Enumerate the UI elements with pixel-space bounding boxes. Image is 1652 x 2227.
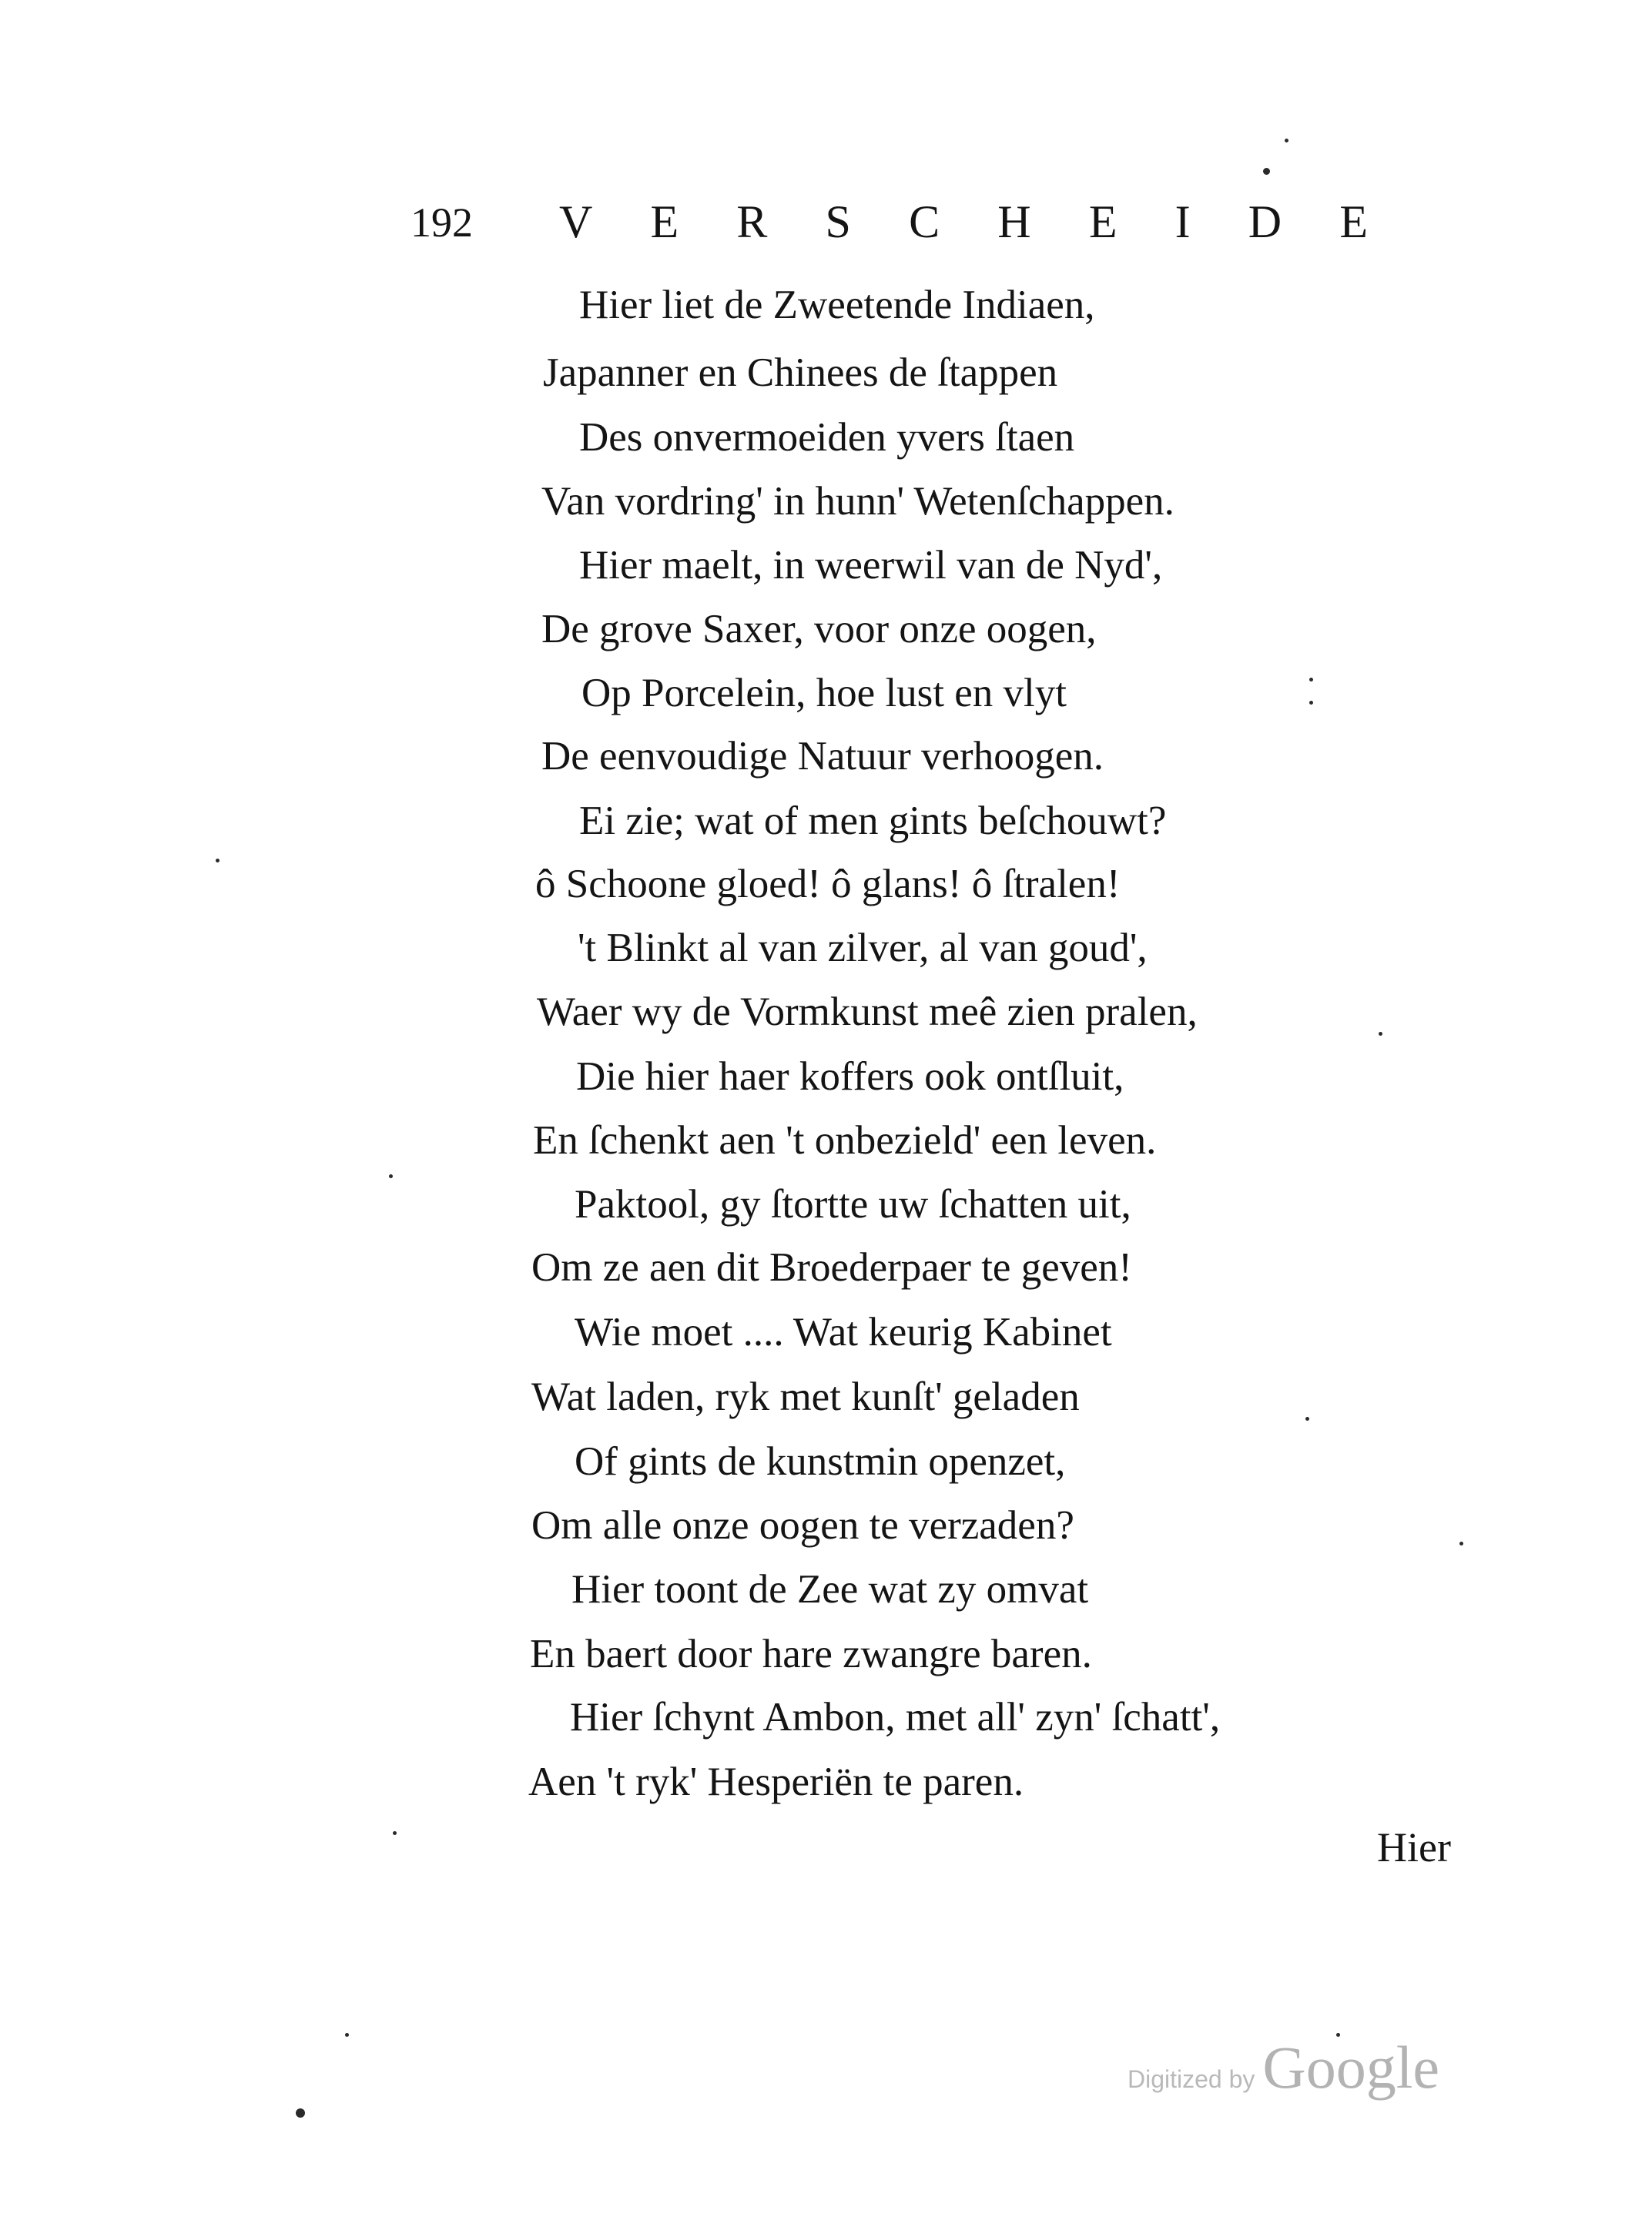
poem-line: Waer wy de Vormkunst meê zien pralen, (537, 990, 1198, 1034)
poem-line: De grove Saxer, voor onze oogen, (541, 607, 1097, 651)
scan-speck (296, 2108, 305, 2118)
poem-line: Of gints de kunstmin openzet, (575, 1439, 1066, 1484)
poem-line: Van vordring' in hunn' Wetenſchappen. (541, 479, 1174, 524)
scan-speck (1459, 1542, 1463, 1546)
running-head-letter: C (909, 196, 940, 247)
poem-line: En baert door hare zwangre baren. (530, 1632, 1092, 1676)
running-head-letter: S (825, 196, 851, 247)
watermark-prefix: Digitized by (1128, 2065, 1255, 2093)
poem-line: Ei zie; wat of men gints beſchouwt? (579, 799, 1167, 843)
running-head-letter: R (736, 196, 768, 247)
poem-line: Hier toont de Zee wat zy omvat (571, 1567, 1089, 1612)
poem-line: En ſchenkt aen 't onbezield' een leven. (533, 1118, 1157, 1163)
scan-speck (1309, 701, 1313, 705)
poem-line: ô Schoone gloed! ô glans! ô ſtralen! (535, 862, 1121, 906)
running-head-letter: D (1248, 196, 1282, 247)
google-logo: Google (1262, 2034, 1440, 2101)
scan-speck (1305, 1417, 1309, 1421)
scan-speck (393, 1831, 397, 1835)
running-head (559, 196, 1368, 247)
running-head-letter: I (1174, 196, 1191, 247)
poem-line: Hier ſchynt Ambon, met all' zyn' ſchatt', (570, 1695, 1221, 1740)
poem-line: Japanner en Chinees de ſtappen (543, 350, 1058, 395)
scan-speck (1285, 139, 1288, 142)
scan-speck (1379, 1032, 1382, 1036)
scan-speck (1263, 168, 1270, 175)
poem-line: Wat laden, ryk met kunſt' geladen (531, 1375, 1080, 1419)
running-head-letter: H (997, 196, 1031, 247)
running-head-letter: E (1339, 196, 1368, 247)
poem-line: 't Blinkt al van zilver, al van goud', (578, 926, 1148, 970)
poem-line: Hier liet de Zweetende Indiaen, (579, 283, 1095, 327)
scan-speck (345, 2033, 349, 2037)
scan-speck (216, 859, 219, 862)
poem-line: Paktool, gy ſtortte uw ſchatten uit, (575, 1182, 1131, 1227)
poem-line: Op Porcelein, hoe lust en vlyt (581, 671, 1067, 715)
poem-line: Hier maelt, in weerwil van de Nyd', (579, 543, 1163, 588)
poem-line: Om alle onze oogen te verzaden? (531, 1503, 1074, 1548)
running-head-letter: E (650, 196, 679, 247)
poem-line: Aen 't ryk' Hesperiën te paren. (528, 1760, 1024, 1804)
scan-speck (1309, 678, 1313, 681)
poem-line: Om ze aen dit Broederpaer te geven! (531, 1245, 1132, 1290)
running-head-letter: V (559, 196, 593, 247)
poem-line: De eenvoudige Natuur verhoogen. (541, 734, 1104, 779)
google-digitized-watermark (1128, 2033, 1439, 2102)
page-number: 192 (410, 199, 473, 246)
catchword: Hier (1377, 1824, 1451, 1870)
running-head-letter: E (1088, 196, 1118, 247)
poem-line: Des onvermoeiden yvers ſtaen (579, 415, 1075, 460)
poem-line: Die hier haer koffers ook ontſluit, (576, 1054, 1124, 1099)
poem-line: Wie moet .... Wat keurig Kabinet (575, 1310, 1112, 1355)
scan-speck (389, 1174, 393, 1178)
